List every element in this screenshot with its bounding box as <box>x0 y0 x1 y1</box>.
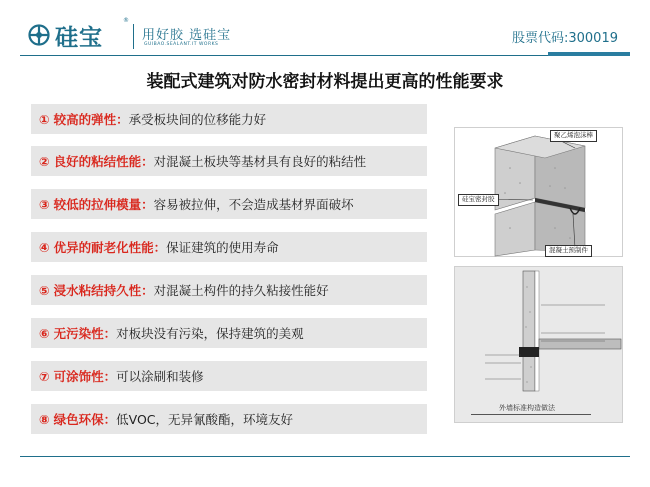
item-description: 对混凝土构件的持久粘接性能好 <box>153 283 329 298</box>
sealant-label: 硅宝密封胶 <box>458 194 499 206</box>
requirement-item-8 <box>31 404 427 434</box>
joint-illustration <box>455 128 624 258</box>
item-description: 保证建筑的使用寿命 <box>166 240 279 255</box>
item-label: 浸水粘结持久性： <box>53 283 154 298</box>
item-number: ⑤ <box>39 282 50 298</box>
logo-icon <box>28 24 50 46</box>
item-description: 对板块没有污染，保持建筑的美观 <box>116 326 304 341</box>
precast-label: 混凝土预制件 <box>545 245 592 257</box>
item-description: 低VOC，无异氰酸酯，环境友好 <box>116 412 294 427</box>
foam-rod-label: 聚乙烯泡沫棒 <box>550 130 597 142</box>
item-number: ⑦ <box>39 368 50 384</box>
item-number: ③ <box>39 196 50 212</box>
item-label: 可涂饰性： <box>53 369 117 384</box>
section-caption: 外墙标准构造做法 <box>499 404 555 412</box>
requirement-item-6 <box>31 318 427 348</box>
item-label: 优异的耐老化性能： <box>53 240 167 255</box>
item-number: ② <box>39 153 50 169</box>
header-accent-bar <box>548 52 630 56</box>
wall-section-illustration <box>455 267 624 424</box>
stock-code: 股票代码:300019 <box>511 31 618 46</box>
requirement-item-7 <box>31 361 427 391</box>
page-title: 装配式建筑对防水密封材料提出更高的性能要求 <box>146 72 504 92</box>
requirement-item-2 <box>31 146 427 176</box>
header-separator <box>133 24 134 49</box>
item-description: 容易被拉伸，不会造成基材界面破坏 <box>153 197 354 212</box>
requirement-item-3 <box>31 189 427 219</box>
joint-diagram <box>454 127 623 257</box>
requirement-item-1 <box>31 104 427 134</box>
caption-underline <box>471 414 591 415</box>
wall-section-drawing <box>454 266 623 423</box>
item-label: 较高的弹性： <box>53 112 129 127</box>
requirement-item-5 <box>31 275 427 305</box>
item-label: 绿色环保： <box>53 412 117 427</box>
item-description: 可以涂刷和装修 <box>116 369 204 384</box>
item-number: ⑧ <box>39 411 50 427</box>
header-rule <box>20 55 630 56</box>
registered-mark: ® <box>123 17 129 24</box>
item-number: ④ <box>39 239 50 255</box>
item-description: 对混凝土板块等基材具有良好的粘结性 <box>153 154 367 169</box>
logo-text: 硅宝 <box>55 25 103 51</box>
footer-rule <box>20 456 630 457</box>
slogan: 用好胶 选硅宝 <box>142 28 232 43</box>
item-number: ① <box>39 111 50 127</box>
slogan-english: GUIBAO.SEALANT.IT WORKS <box>144 42 219 47</box>
item-label: 较低的拉伸模量： <box>53 197 154 212</box>
requirement-item-4 <box>31 232 427 262</box>
item-number: ⑥ <box>39 325 50 341</box>
item-label: 良好的粘结性能： <box>53 154 154 169</box>
item-description: 承受板块间的位移能力好 <box>128 112 267 127</box>
item-label: 无污染性： <box>53 326 117 341</box>
